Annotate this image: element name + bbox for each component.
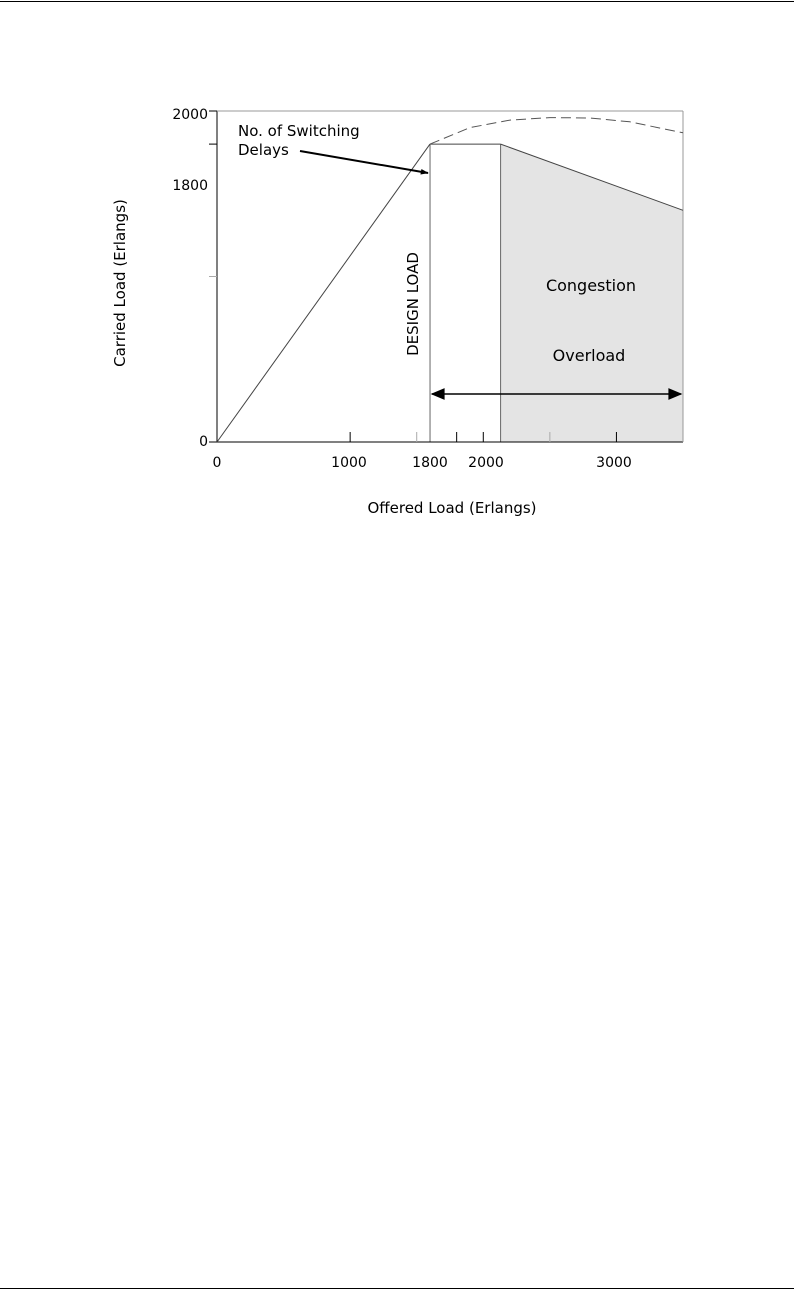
x-tick-label-0: 0	[212, 455, 222, 471]
x-tick-label-3000: 3000	[596, 455, 632, 471]
design-load-label: DESIGN LOAD	[404, 252, 422, 356]
bottom-rule	[0, 1288, 794, 1289]
congestion-label: Congestion	[545, 276, 637, 295]
overload-label: Overload	[552, 346, 626, 365]
y-tick-label-0: 0	[199, 434, 208, 450]
y-tick-label-2000: 2000	[172, 107, 208, 123]
series-line-1	[217, 144, 430, 442]
y-tick-label-1800: 1800	[172, 178, 208, 194]
x-tick-label-1000: 1000	[331, 455, 367, 471]
carried-load-chart	[0, 0, 794, 560]
switching-delays-arrow	[300, 151, 428, 173]
x-tick-label-2000: 2000	[468, 455, 504, 471]
series-line-4	[430, 118, 683, 145]
x-tick-label-1800: 1800	[412, 455, 448, 471]
switching-delays-label: No. of Switching Delays	[238, 122, 360, 159]
y-axis-title: Carried Load (Erlangs)	[111, 199, 129, 367]
x-axis-title: Offered Load (Erlangs)	[367, 499, 537, 517]
